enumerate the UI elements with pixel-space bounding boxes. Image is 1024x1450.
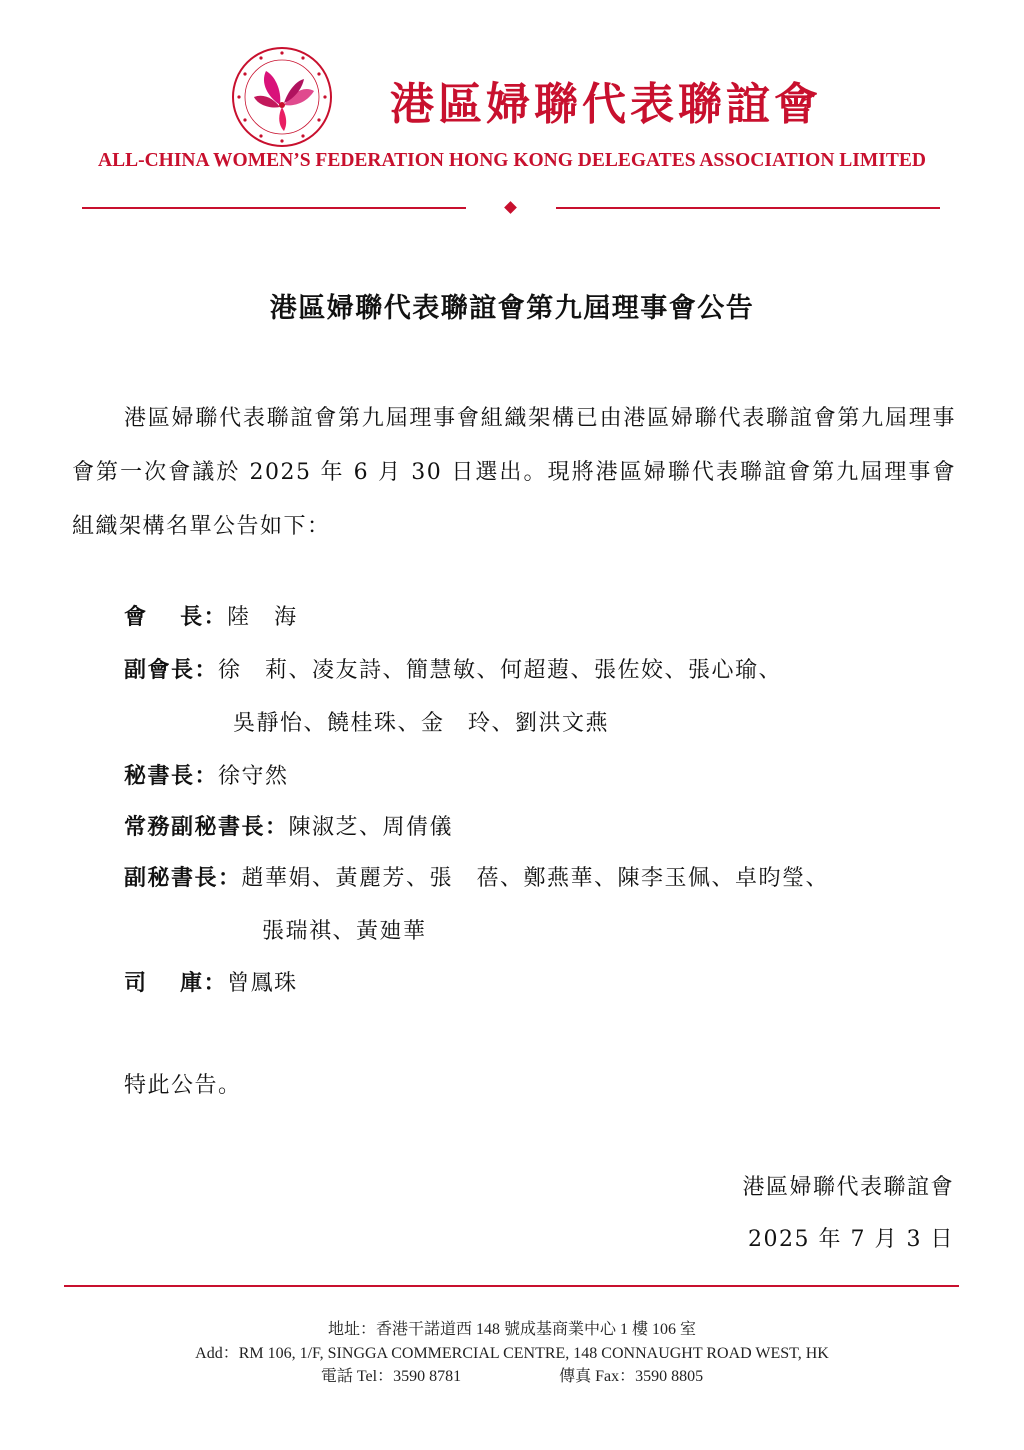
role-label: 常務副秘書長： (124, 814, 289, 840)
org-name-cn: 港區婦聯代表聯誼會 (390, 79, 822, 130)
role-names: 徐守然 (218, 764, 289, 789)
role-exec-deputy-secretary-general (124, 810, 453, 841)
role-names: 趙華娟、黃麗芳、張 蓓、鄭燕華、陳李玉佩、卓昀瑩、 (241, 866, 830, 891)
role-label: 司 庫： (124, 970, 228, 996)
role-label: 副會長： (124, 657, 219, 683)
org-name-en: ALL-CHINA WOMEN’S FEDERATION HONG KONG DELEGATES ASSOCIATION LIMITED (98, 150, 926, 171)
role-treasurer (124, 966, 298, 997)
role-names: 陳淑芝、周倩儀 (288, 815, 454, 840)
closing-text: 特此公告。 (124, 1073, 242, 1098)
role-secretary-general (124, 759, 289, 790)
orchid-emblem-icon (230, 45, 334, 149)
header-divider-left (82, 207, 466, 209)
role-label: 會 長： (124, 604, 228, 630)
footer-divider (64, 1285, 959, 1287)
footer-address-en: Add：RM 106, 1/F, SINGGA COMMERCIAL CENTRE, 148 CONNAUGHT ROAD WEST, HK (195, 1345, 829, 1362)
footer-address-cn: 地址：香港干諾道西 148 號成基商業中心 1 樓 106 室 (327, 1321, 696, 1338)
footer-fax: 傳真 Fax：3590 8805 (559, 1368, 704, 1385)
role-names-continued: 吳靜怡、饒桂珠、金 玲、劉洪文燕 (233, 711, 610, 736)
role-label: 秘書長： (124, 763, 219, 789)
notice-intro: 港區婦聯代表聯誼會第九屆理事會組織架構已由港區婦聯代表聯誼會第九屆理事會第一次會議於 2025 年 6 月 30 日選出。現將港區婦聯代表聯誼會第九屆理事會組織架構名單公告如下： (72, 406, 956, 539)
signature-org: 港區婦聯代表聯誼會 (742, 1175, 954, 1200)
role-names: 陸 海 (227, 605, 298, 630)
notice-title: 港區婦聯代表聯誼會第九屆理事會公告 (269, 293, 755, 324)
role-names: 曾鳳珠 (227, 971, 298, 996)
footer-contact (0, 1363, 1024, 1386)
signature-date: 2025 年 7 月 3 日 (748, 1227, 954, 1252)
diamond-icon (504, 201, 517, 214)
role-label: 副秘書長： (124, 865, 242, 891)
role-president (124, 600, 298, 631)
role-names-continued: 張瑞祺、黃廸華 (262, 919, 427, 944)
role-names: 徐 莉、凌友詩、簡慧敏、何超蕸、張佐姣、張心瑜、 (218, 658, 783, 683)
header-divider-right (556, 207, 940, 209)
footer-tel: 電話 Tel：3590 8781 (320, 1368, 462, 1385)
role-vice-presidents (124, 653, 782, 684)
role-deputy-secretary-general (124, 861, 829, 892)
